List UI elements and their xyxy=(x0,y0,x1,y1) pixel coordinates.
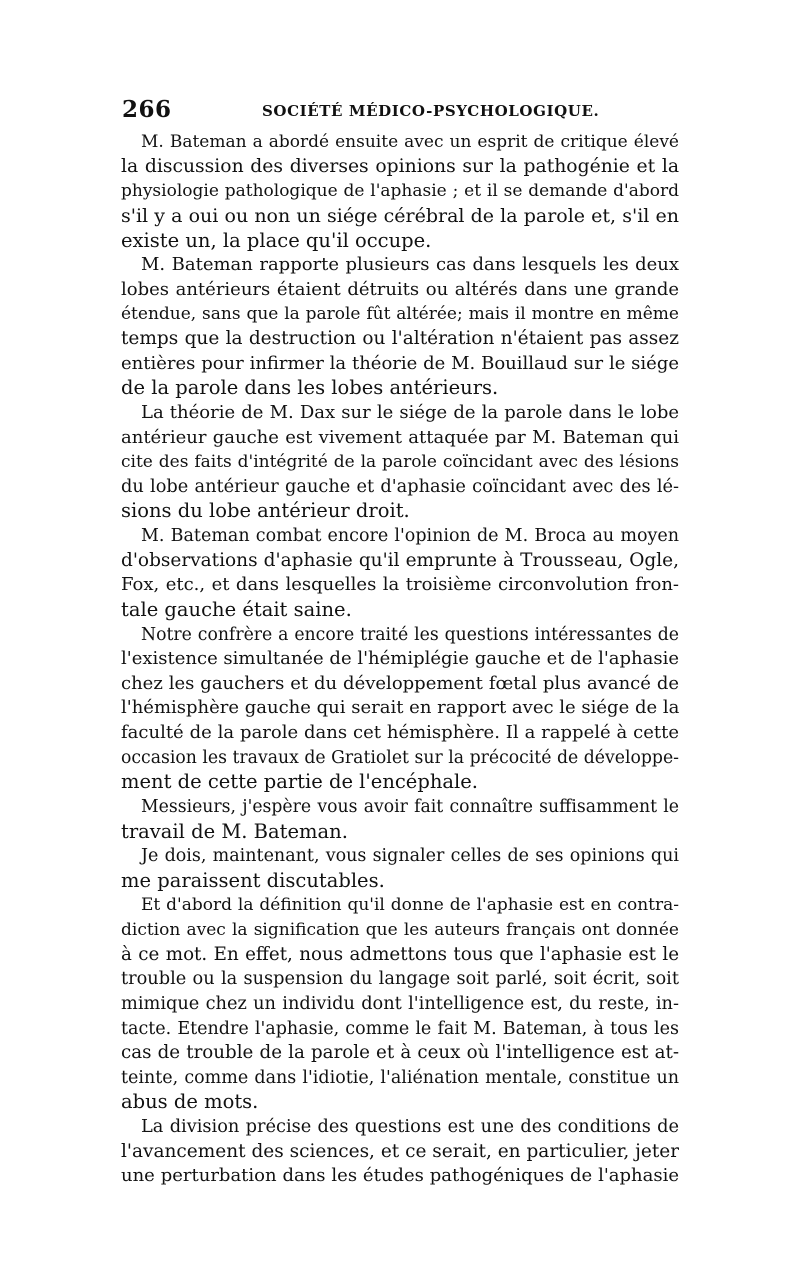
text-line: me paraissent discutables. xyxy=(121,868,385,892)
text-line: Messieurs, j'espère vous avoir fait connaître suffisamment le xyxy=(141,796,679,817)
text-line: à ce mot. En effet, nous admettons tous que l'aphasie est le xyxy=(121,943,679,965)
text-line: travail de M. Bateman. xyxy=(121,819,348,843)
text-line: entières pour infirmer la théorie de M. Bouillaud sur le siége xyxy=(121,352,679,374)
text-line: d'observations d'aphasie qu'il emprunte à Trousseau, Ogle, xyxy=(121,549,679,571)
text-line: ment de cette partie de l'encéphale. xyxy=(121,770,478,794)
text-line: La théorie de M. Dax sur le siége de la parole dans le lobe xyxy=(141,401,679,423)
page-header xyxy=(122,96,682,126)
text-line: l'existence simultanée de l'hémiplégie gauche et de l'aphasie xyxy=(121,648,679,670)
text-line: M. Bateman a abordé ensuite avec un esprit de critique élevé xyxy=(141,132,679,152)
text-line: lobes antérieurs étaient détruits ou altérés dans une grande xyxy=(121,278,679,300)
text-line: trouble ou la suspension du langage soit parlé, soit écrit, soit xyxy=(121,969,679,990)
text-line: existe un, la place qu'il occupe. xyxy=(121,228,432,252)
text-line: antérieur gauche est vivement attaquée par M. Bateman qui xyxy=(121,426,679,448)
text-line: M. Bateman rapporte plusieurs cas dans lesquels les deux xyxy=(141,254,679,276)
text-line: tale gauche était saine. xyxy=(121,597,352,621)
text-line: Je dois, maintenant, vous signaler celles de ses opinions qui xyxy=(141,846,679,867)
body-text xyxy=(121,130,679,1189)
text-line: abus de mots. xyxy=(121,1090,259,1114)
text-line: cite des faits d'intégrité de la parole coïncidant avec des lésions xyxy=(121,452,679,473)
text-line: s'il y a oui ou non un siége cérébral de la parole et, s'il en xyxy=(121,204,679,227)
text-line: teinte, comme dans l'idiotie, l'aliénation mentale, constitue un xyxy=(121,1067,679,1088)
text-line: l'avancement des sciences, et ce serait, en particulier, jeter xyxy=(121,1140,679,1162)
text-line: faculté de la parole dans cet hémisphère. Il a rappelé à cette xyxy=(121,722,679,743)
text-line: Fox, etc., et dans lesquelles la troisième circonvolution fron- xyxy=(121,574,679,596)
text-line: une perturbation dans les études pathogéniques de l'aphasie xyxy=(121,1165,679,1187)
text-line: l'hémisphère gauche qui serait en rapport avec le siége de la xyxy=(121,697,679,719)
text-line: chez les gauchers et du développement fœtal plus avancé de xyxy=(121,672,679,694)
text-line: Et d'abord la définition qu'il donne de l'aphasie est en contra- xyxy=(141,895,679,916)
text-line: diction avec la signification que les auteurs français ont donnée xyxy=(121,920,679,940)
text-line: Notre confrère a encore traité les questions intéressantes de xyxy=(141,624,679,645)
text-line: mimique chez un individu dont l'intelligence est, du reste, in- xyxy=(121,993,679,1014)
text-line: la discussion des diverses opinions sur la pathogénie et la xyxy=(121,155,679,177)
text-line: tacte. Etendre l'aphasie, comme le fait M. Bateman, à tous les xyxy=(121,1018,679,1039)
text-line: La division précise des questions est une des conditions de xyxy=(141,1117,679,1137)
page-number: 266 xyxy=(122,96,172,123)
running-head: SOCIÉTÉ MÉDICO-PSYCHOLOGIQUE. xyxy=(262,102,600,120)
text-line: étendue, sans que la parole fût altérée; mais il montre en même xyxy=(121,304,679,325)
text-line: temps que la destruction ou l'altération n'étaient pas assez xyxy=(121,328,679,349)
text-line: de la parole dans les lobes antérieurs. xyxy=(121,376,499,400)
text-line: M. Bateman combat encore l'opinion de M. Broca au moyen xyxy=(141,526,679,546)
text-line: sions du lobe antérieur droit. xyxy=(121,499,410,523)
text-line: occasion les travaux de Gratiolet sur la précocité de développe- xyxy=(121,747,679,768)
text-line: physiologie pathologique de l'aphasie ; et il se demande d'abord xyxy=(121,181,679,202)
text-line: du lobe antérieur gauche et d'aphasie coïncidant avec des lé- xyxy=(121,476,679,497)
text-line: cas de trouble de la parole et à ceux où l'intelligence est at- xyxy=(121,1042,679,1064)
